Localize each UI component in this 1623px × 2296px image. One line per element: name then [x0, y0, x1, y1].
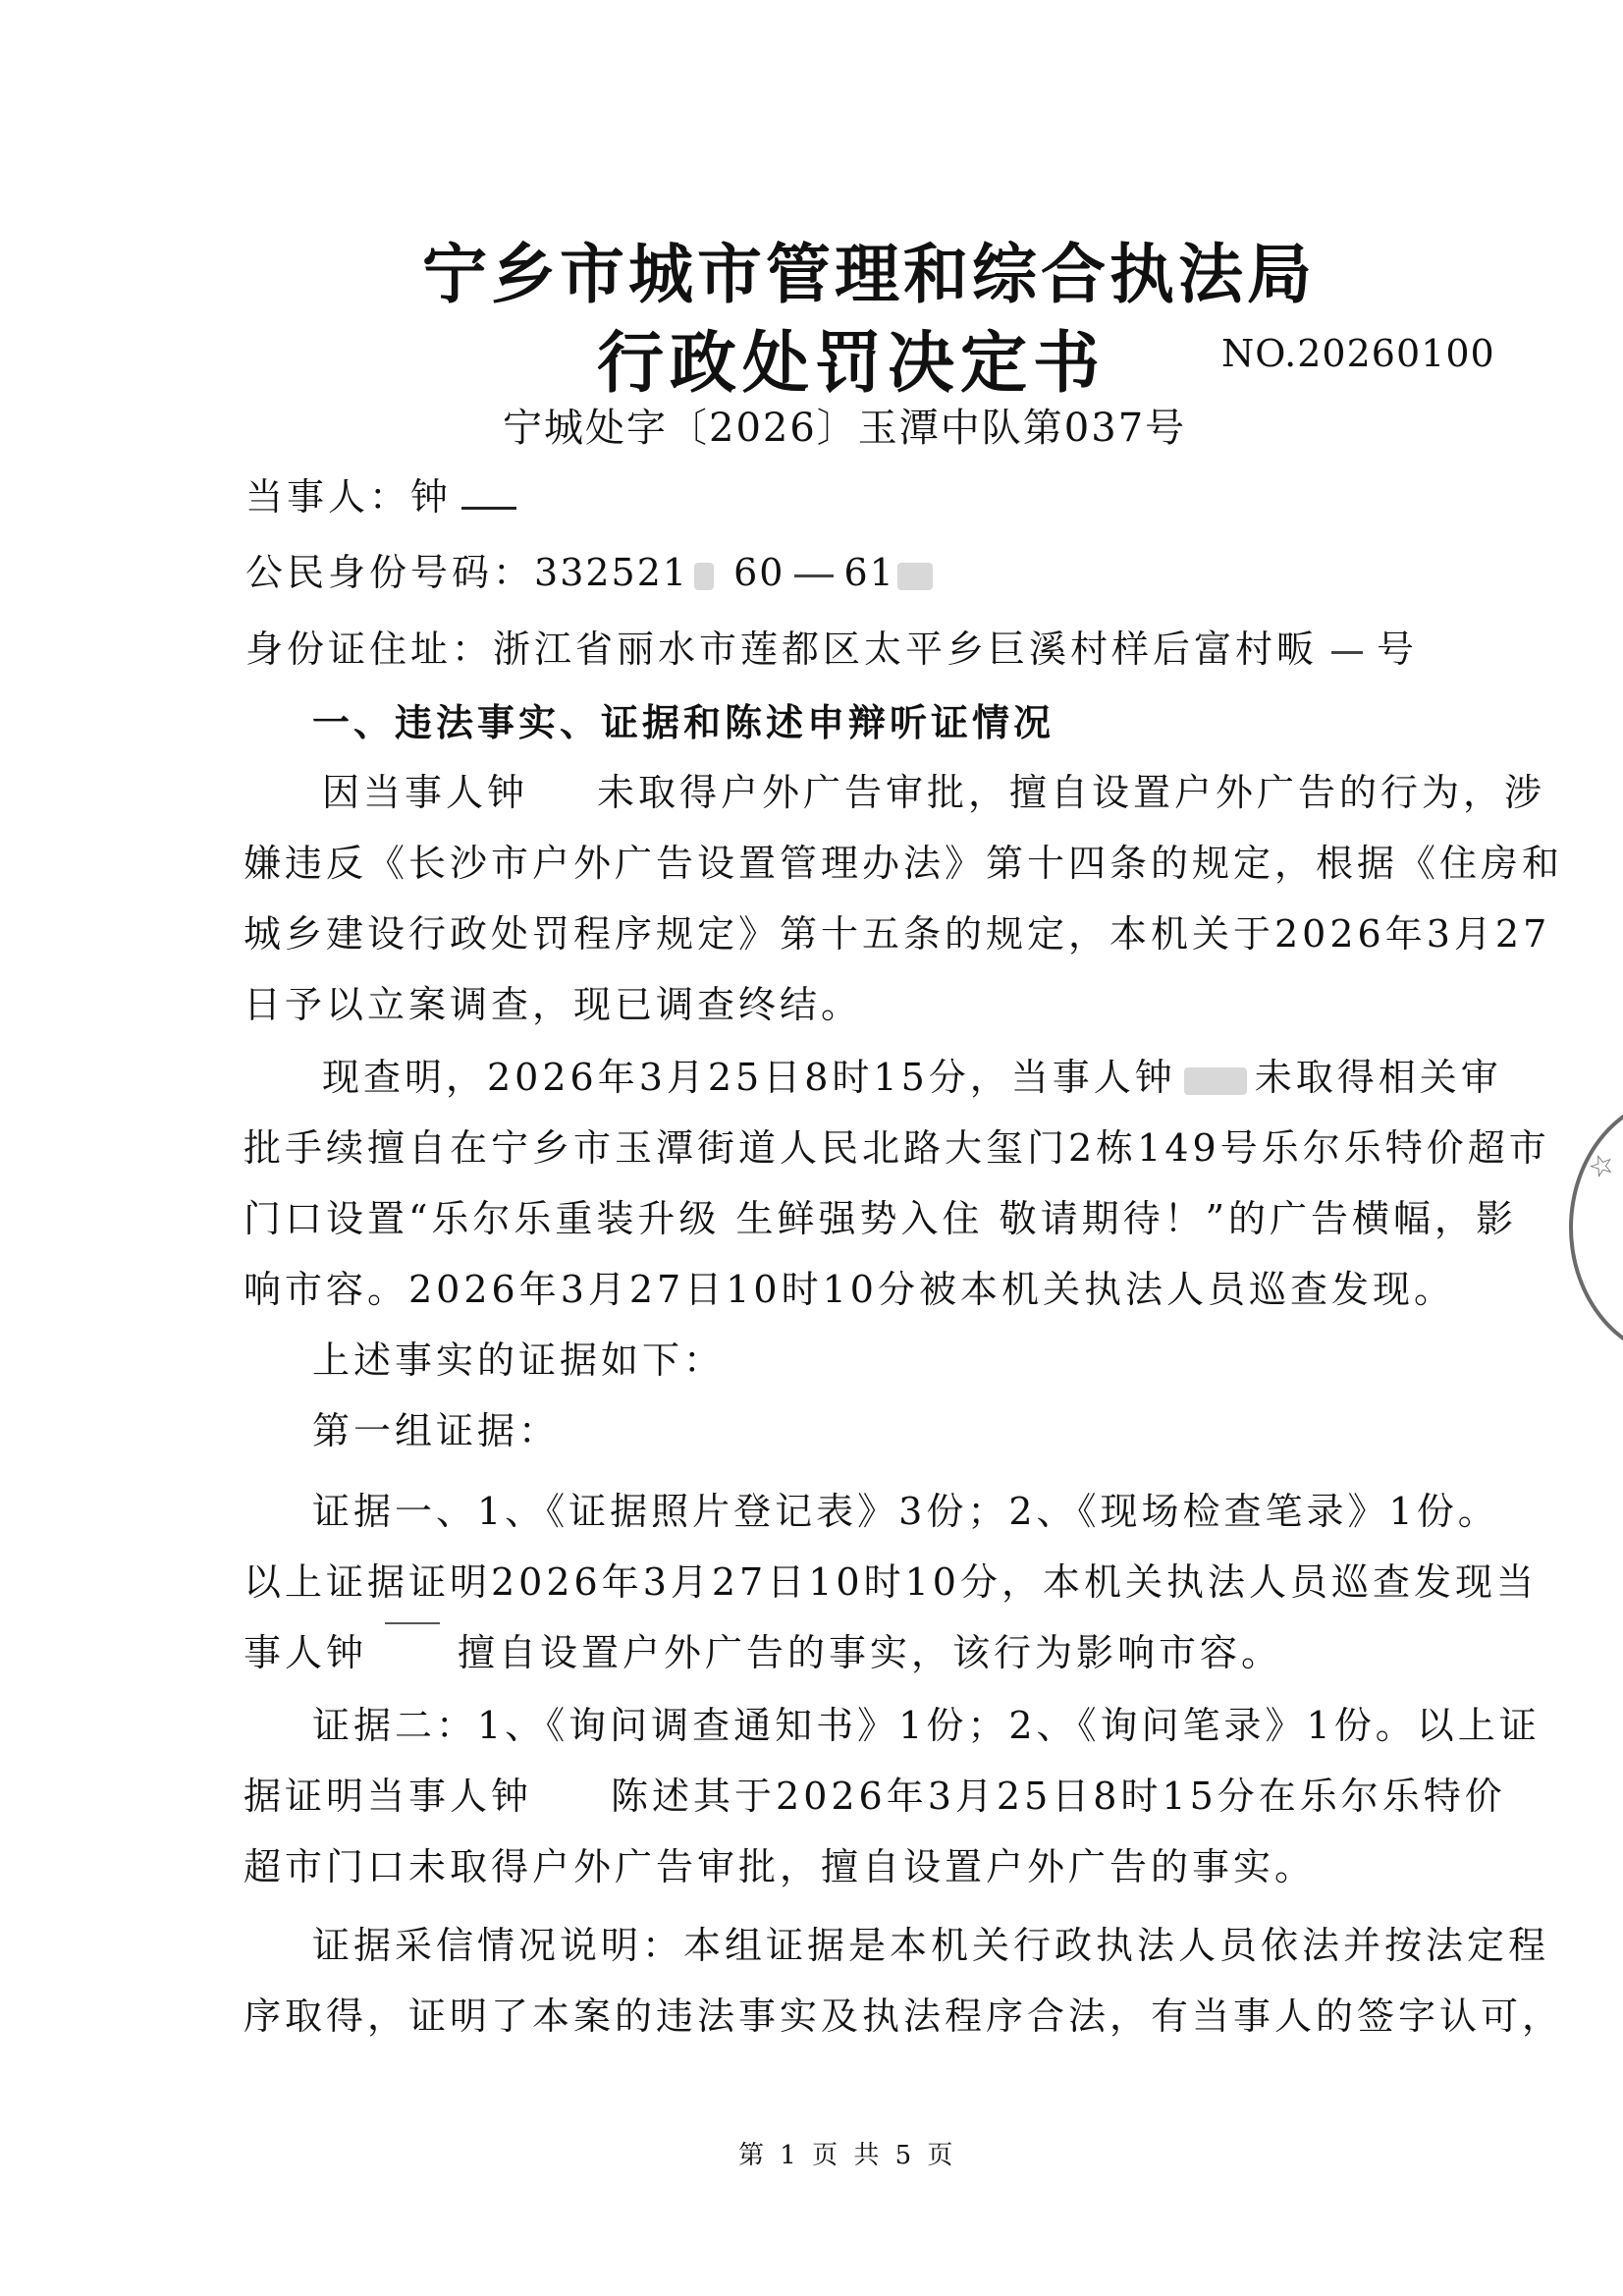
p5-line3: [243, 1622, 1282, 1676]
p5-line2: 以上证据证明2026年3月27日10时10分，本机关执法人员巡查发现当: [243, 1560, 1538, 1604]
party-id-part1: 332521: [534, 551, 689, 594]
p7-line1: 证据采信情况说明：本组证据是本机关行政执法人员依法并按法定程: [312, 1924, 1550, 1967]
p1-text-a: 因当事人钟: [322, 771, 529, 814]
p1-line1: [322, 762, 1545, 816]
page-indicator: 第 1 页 共 5 页: [738, 2141, 957, 2170]
id-redaction-3: [897, 563, 933, 590]
p6-text-a: 据证明当事人钟: [243, 1775, 533, 1818]
p2-line1: [322, 1047, 1502, 1101]
party-name-line: [245, 466, 516, 520]
p6-line3: 超市门口未取得户外广告审批，擅自设置户外广告的事实。: [243, 1845, 1317, 1888]
p1-line2: 嫌违反《长沙市户外广告设置管理办法》第十四条的规定，根据《住房和: [243, 842, 1564, 885]
p6-line1: 证据二：1、《询问调查通知书》1份；2、《询问笔录》1份。以上证: [312, 1704, 1541, 1747]
p2-text-a: 现查明，2026年3月25日8时15分，当事人钟: [322, 1056, 1176, 1099]
id-redaction-1: [694, 563, 714, 590]
party-id-part3: 61: [843, 551, 895, 594]
p3-line: 上述事实的证据如下：: [312, 1339, 726, 1382]
p2-line4: 响市容。2026年3月27日10时10分被本机关执法人员巡查发现。: [243, 1268, 1455, 1311]
p4-line: 第一组证据：: [312, 1409, 561, 1452]
p6-line2: [243, 1766, 1506, 1820]
party-id-label: 公民身份号码：: [245, 551, 535, 594]
address-redaction: [1331, 651, 1363, 654]
p1-line4: 日予以立案调查，现已调查终结。: [243, 983, 863, 1026]
p2-text-b: 未取得相关审: [1254, 1056, 1502, 1099]
p7-line2: 序取得，证明了本案的违法事实及执法程序合法，有当事人的签字认可，: [243, 1995, 1564, 2038]
document-number: NO.20260100: [1221, 332, 1495, 375]
seal-fragment-icon: ☆: [1583, 1145, 1621, 1187]
p2-line3: 门口设置“乐尔乐重装升级 生鲜强势入住 敬请期待！”的广告横幅，影: [243, 1197, 1518, 1240]
party-address-label: 身份证住址：: [245, 628, 494, 671]
document-type-title: 行政处罚决定书: [597, 324, 1107, 403]
party-address-suffix: 号: [1377, 628, 1419, 671]
name-redaction-mark: [385, 1622, 440, 1634]
p2-line2: 批手续擅自在宁乡市玉潭街道人民北路大玺门2栋149号乐尔乐特价超市: [243, 1126, 1550, 1170]
party-id-part2: 60: [733, 551, 785, 594]
agency-title: 宁乡市城市管理和综合执法局: [422, 236, 1316, 312]
section-heading: 一、违法事实、证据和陈述申辩听证情况: [312, 700, 1055, 744]
name-redaction: [461, 501, 516, 510]
p5-text-b: 擅自设置户外广告的事实，该行为影响市容。: [458, 1631, 1283, 1674]
p6-text-b: 陈述其于2026年3月25日8时15分在乐尔乐特价: [611, 1775, 1506, 1818]
id-redaction-2: [794, 574, 834, 577]
p5-line1: 证据一、1、《证据照片登记表》3份；2、《现场检查笔录》1份。: [312, 1490, 1499, 1533]
party-address-value: 浙江省丽水市莲都区太平乡巨溪村样后富村畈: [493, 628, 1319, 671]
official-seal-stamp: [1569, 1095, 1623, 1360]
p1-line3: 城乡建设行政处罚程序规定》第十五条的规定，本机关于2026年3月27: [243, 912, 1551, 956]
party-address-line: [245, 619, 1418, 673]
p1-text-b: 未取得户外广告审批，擅自设置户外广告的行为，涉: [597, 771, 1546, 814]
case-number: 宁城处字〔2026〕玉潭中队第037号: [503, 406, 1187, 451]
party-id-line: [245, 542, 933, 596]
party-name-label: 当事人：钟: [245, 475, 453, 519]
p5-text-a: 事人钟: [243, 1631, 368, 1674]
name-redaction-box: [1184, 1067, 1247, 1095]
